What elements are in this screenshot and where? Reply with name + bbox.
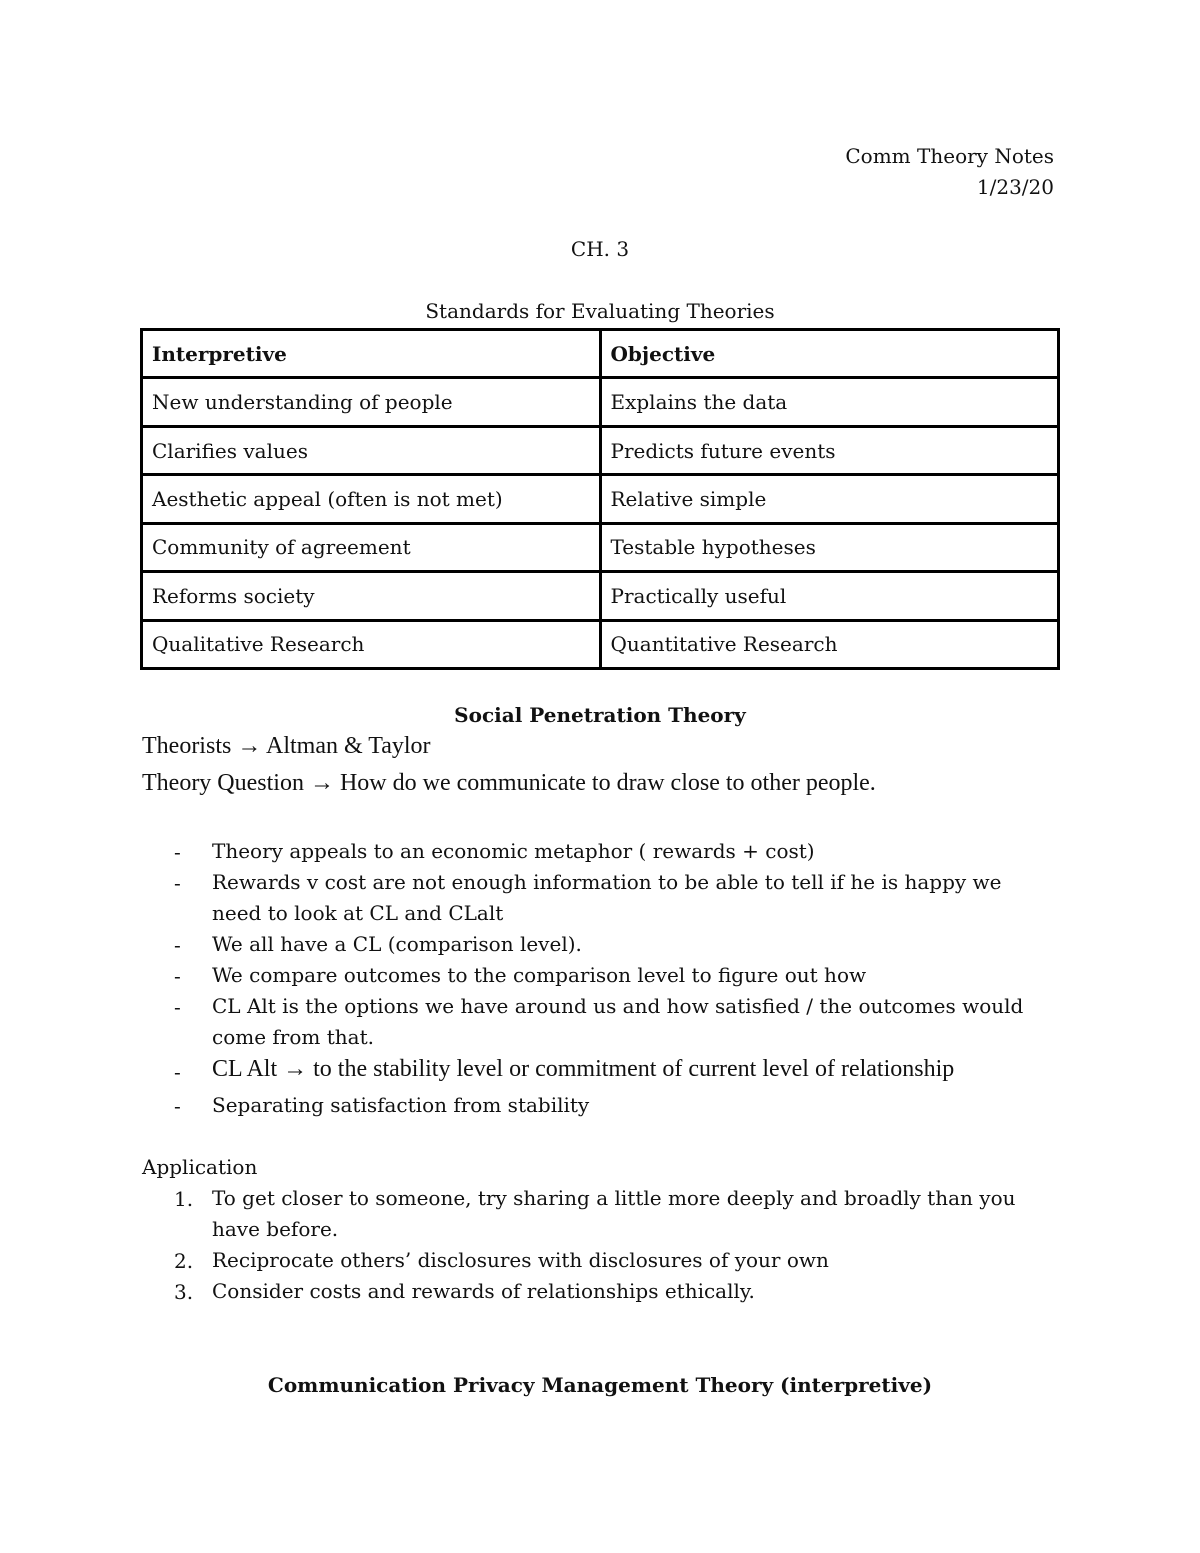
table-cell: Qualitative Research bbox=[142, 620, 601, 668]
bullet-marker: - bbox=[174, 964, 181, 988]
chapter-label: CH. 3 bbox=[570, 237, 630, 261]
table-row bbox=[142, 523, 1059, 571]
document-date: 1/23/20 bbox=[976, 175, 1054, 199]
table-cell: Relative simple bbox=[600, 475, 1059, 523]
bullet-marker: - bbox=[174, 1094, 181, 1118]
list-number: 2. bbox=[174, 1249, 194, 1273]
list-item: Reciprocate others’ disclosures with disclosures of your own bbox=[212, 1248, 829, 1272]
spt-theorists: Theorists → Altman & Taylor bbox=[142, 733, 431, 759]
bullet-marker: - bbox=[174, 840, 181, 864]
table-header-cell: Interpretive bbox=[142, 330, 601, 378]
bullet-marker: - bbox=[174, 995, 181, 1019]
table-cell: Explains the data bbox=[600, 378, 1059, 426]
table-header-row bbox=[142, 330, 1059, 378]
table-cell: Predicts future events bbox=[600, 426, 1059, 474]
table-cell: Practically useful bbox=[600, 572, 1059, 620]
table-cell: New understanding of people bbox=[142, 378, 601, 426]
table-caption: Standards for Evaluating Theories bbox=[425, 299, 775, 323]
table-row bbox=[142, 426, 1059, 474]
application-heading: Application bbox=[142, 1155, 258, 1179]
table-cell: Reforms society bbox=[142, 572, 601, 620]
spt-question: Theory Question → How do we communicate to draw close to other people. bbox=[142, 770, 876, 796]
list-item: To get closer to someone, try sharing a little more deeply and broadly than you have before. bbox=[212, 1186, 1016, 1241]
list-number: 3. bbox=[174, 1280, 194, 1304]
spt-heading: Social Penetration Theory bbox=[454, 703, 746, 727]
bullet-marker: - bbox=[174, 1060, 181, 1084]
list-item: CL Alt → to the stability level or commitment of current level of relationship bbox=[212, 1056, 955, 1082]
list-item: Consider costs and rewards of relationships ethically. bbox=[212, 1279, 755, 1303]
table-cell: Aesthetic appeal (often is not met) bbox=[142, 475, 601, 523]
list-item: CL Alt is the options we have around us and how satisfied / the outcomes would come from that. bbox=[212, 994, 1024, 1049]
table-row bbox=[142, 572, 1059, 620]
table-row bbox=[142, 378, 1059, 426]
list-number: 1. bbox=[174, 1187, 194, 1211]
document-title: Comm Theory Notes bbox=[845, 144, 1054, 168]
bullet-marker: - bbox=[174, 933, 181, 957]
list-item: We compare outcomes to the comparison level to figure out how bbox=[212, 963, 867, 987]
table-cell: Clarifies values bbox=[142, 426, 601, 474]
list-item: Theory appeals to an economic metaphor ( rewards + cost) bbox=[212, 839, 815, 863]
list-item: We all have a CL (comparison level). bbox=[212, 932, 582, 956]
bullet-marker: - bbox=[174, 871, 181, 895]
standards-table bbox=[140, 328, 1060, 670]
table-cell: Quantitative Research bbox=[600, 620, 1059, 668]
table-row bbox=[142, 620, 1059, 668]
table-cell: Testable hypotheses bbox=[600, 523, 1059, 571]
table-row bbox=[142, 475, 1059, 523]
list-item: Rewards v cost are not enough information to be able to tell if he is happy we need to look at CL and CLalt bbox=[212, 870, 1002, 925]
list-item: Separating satisfaction from stability bbox=[212, 1093, 590, 1117]
table-cell: Community of agreement bbox=[142, 523, 601, 571]
table-header-cell: Objective bbox=[600, 330, 1059, 378]
cpm-heading: Communication Privacy Management Theory (interpretive) bbox=[267, 1373, 933, 1397]
